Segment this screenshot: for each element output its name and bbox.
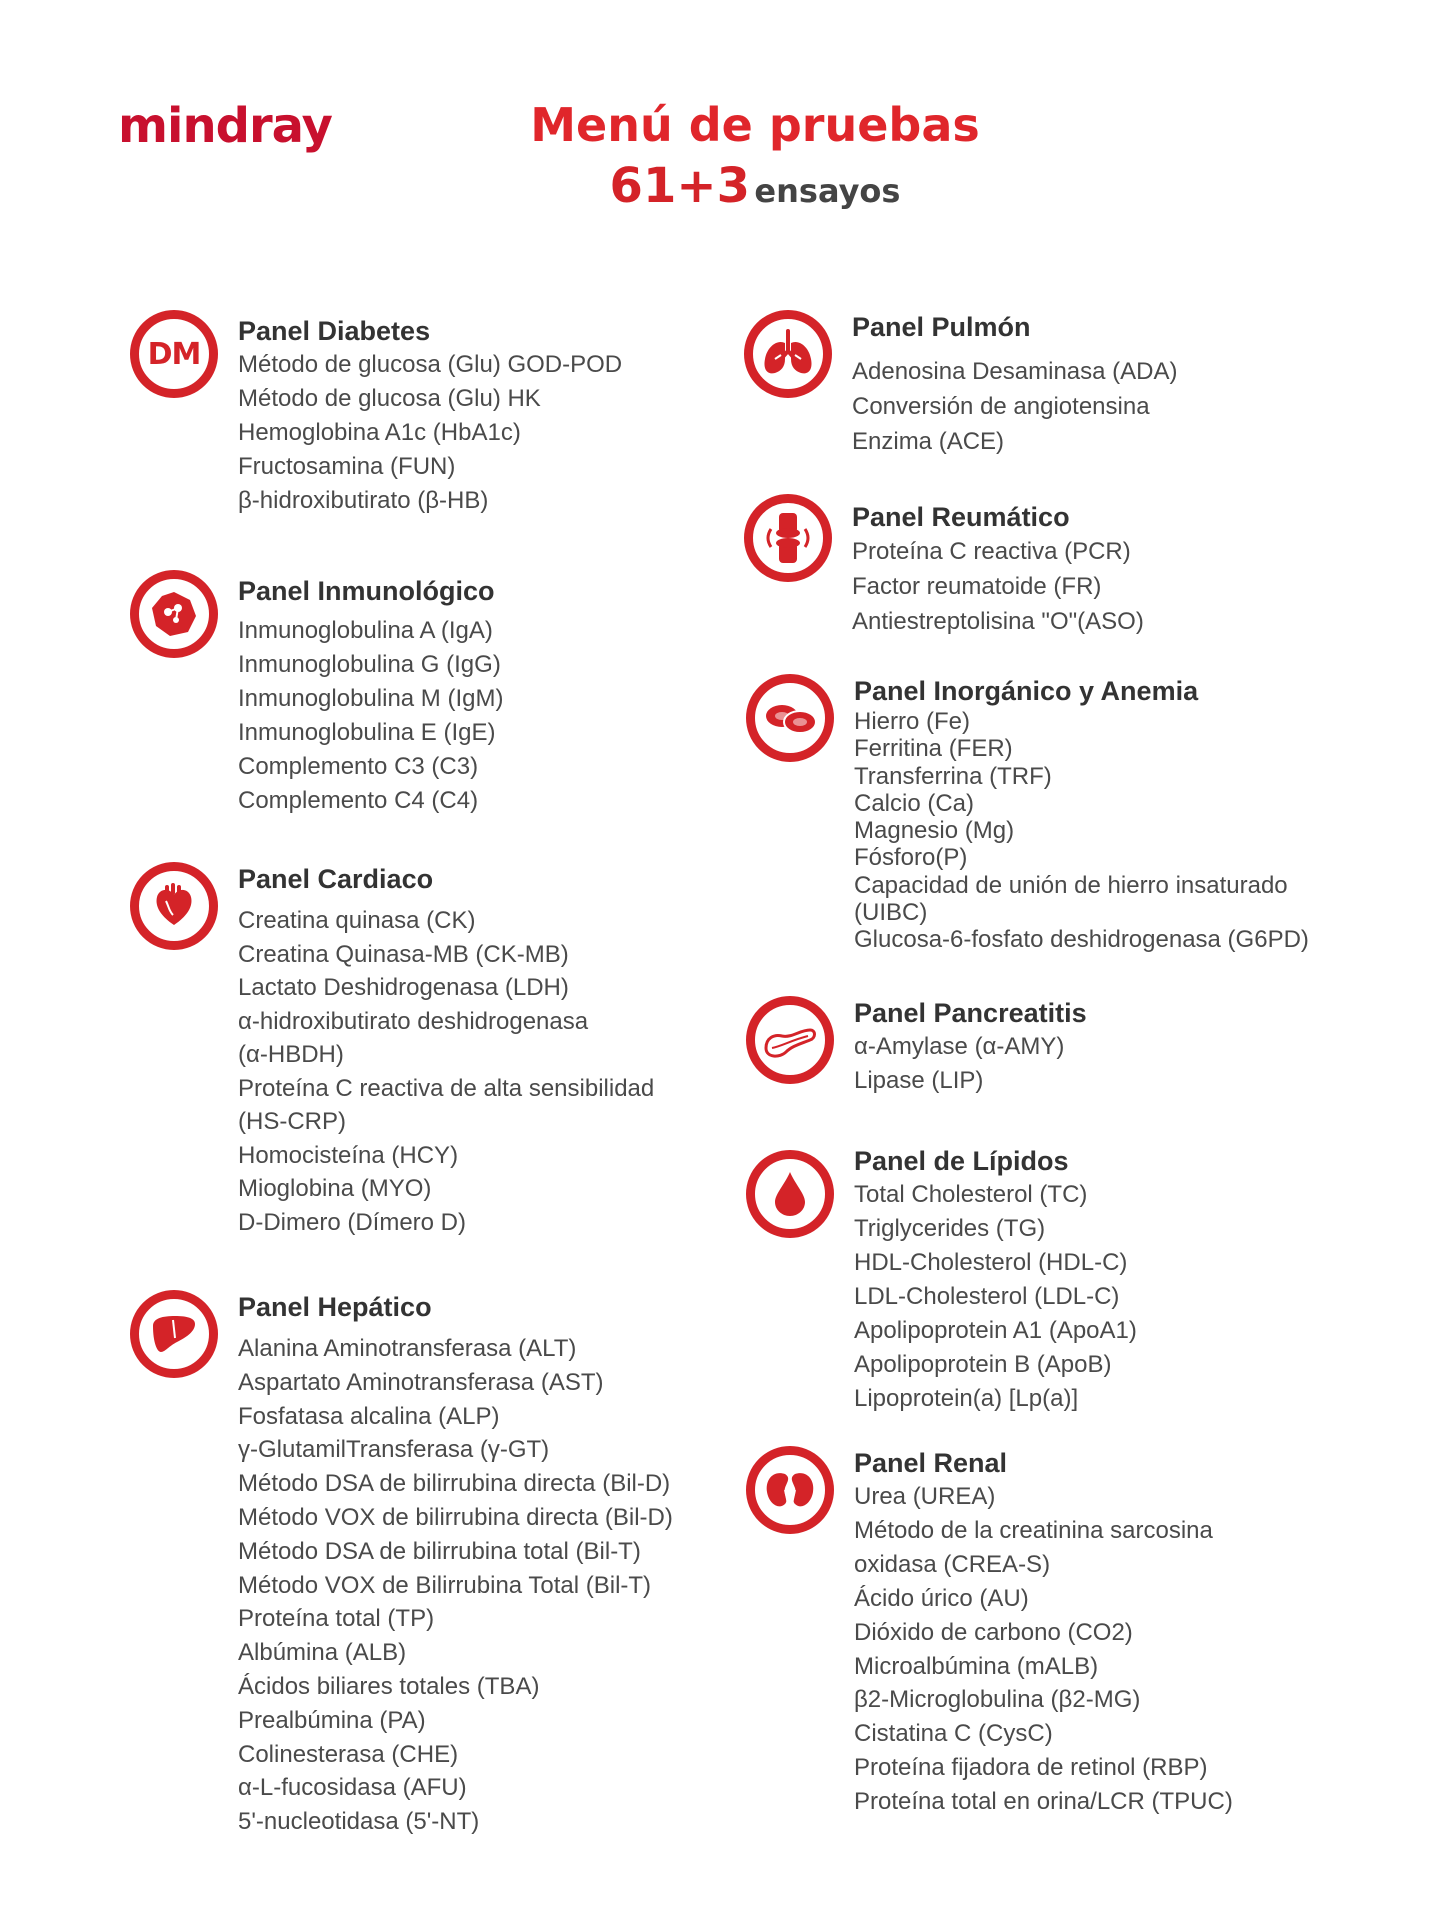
- panel-item: Homocisteína (HCY): [238, 1141, 459, 1169]
- assay-count: [440, 156, 1070, 228]
- blood-drop-icon: [746, 1150, 834, 1238]
- panel-item: (UIBC): [854, 899, 928, 927]
- panel-item: (HS-CRP): [238, 1108, 346, 1135]
- panel-items: [852, 534, 1144, 639]
- panel-title: Panel Cardiaco: [238, 864, 434, 894]
- panel-item: Método DSA de bilirrubina total (Bil-T): [238, 1537, 641, 1565]
- assay-count-number: 61+3: [609, 158, 750, 214]
- panel-item: Hemoglobina A1c (HbA1c): [238, 419, 521, 446]
- panel-title: Panel Reumático: [852, 502, 1070, 532]
- heart-icon: [130, 862, 218, 950]
- panel-title: Panel Pancreatitis: [854, 998, 1087, 1028]
- panel-item: β2-Microglobulina (β2-MG): [854, 1686, 1141, 1714]
- panel-item: β-hidroxibutirato (β-HB): [238, 487, 489, 514]
- panel-item: (α-HBDH): [238, 1041, 344, 1068]
- panel-item: Método VOX de bilirrubina directa (Bil-D): [238, 1503, 673, 1531]
- panel-item: Alanina Aminotransferasa (ALT): [238, 1335, 577, 1362]
- panel-item: Proteína total (TP): [238, 1605, 435, 1633]
- panel-item: Inmunoglobulina E (IgE): [238, 719, 496, 746]
- panel-item: Lactato Deshidrogenasa (LDH): [238, 974, 569, 1001]
- panel-item: Glucosa-6-fosfato deshidrogenasa (G6PD): [854, 926, 1309, 954]
- panel-item: Factor reumatoide (FR): [852, 573, 1102, 600]
- panel-title: Panel Inorgánico y Anemia: [854, 676, 1199, 706]
- panel-item: Capacidad de unión de hierro insaturado: [854, 871, 1288, 899]
- panel-item: Microalbúmina (mALB): [854, 1652, 1099, 1680]
- panel-item: Enzima (ACE): [852, 428, 1005, 455]
- panel-title: Panel Diabetes: [238, 316, 431, 346]
- panel-item: Creatina Quinasa-MB (CK-MB): [238, 940, 569, 968]
- panel-item: α-Amylase (α-AMY): [854, 1033, 1065, 1060]
- panel-item: Método DSA de bilirrubina directa (Bil-D): [238, 1470, 671, 1498]
- panel-item: Método de glucosa (Glu) HK: [238, 385, 541, 412]
- joint-icon: [744, 494, 832, 582]
- panel-item: Inmunoglobulina M (IgM): [238, 685, 504, 712]
- panel-item: Fósforo(P): [854, 844, 968, 872]
- panel-item: Inmunoglobulina A (IgA): [238, 617, 493, 644]
- mindray-logo: mindray: [118, 98, 332, 154]
- panel-item: Triglycerides (TG): [854, 1215, 1046, 1242]
- panel-items: [238, 1332, 673, 1839]
- panel-title: Panel Renal: [854, 1448, 1008, 1478]
- panel-item: α-L-fucosidasa (AFU): [238, 1774, 467, 1802]
- panel-items: [238, 614, 503, 818]
- blood-cells-icon: [746, 674, 834, 762]
- panel-items: [238, 904, 654, 1239]
- panel-item: Mioglobina (MYO): [238, 1175, 432, 1202]
- panel-item: Ferritina (FER): [854, 735, 1013, 763]
- panel-item: Urea (UREA): [854, 1483, 996, 1510]
- panel-item: Dióxido de carbono (CO2): [854, 1618, 1133, 1646]
- panel-item: HDL-Cholesterol (HDL-C): [854, 1249, 1128, 1276]
- panel-item: Hierro (Fe): [854, 708, 971, 735]
- panel-items: [854, 1030, 1087, 1098]
- panel-item: Apolipoprotein B (ApoB): [854, 1351, 1112, 1378]
- panel-title: Panel Pulmón: [852, 312, 1031, 342]
- panel-items: [854, 1480, 1233, 1819]
- panel-item: D-Dimero (Dímero D): [238, 1208, 466, 1236]
- panel-item: oxidasa (CREA-S): [854, 1550, 1051, 1578]
- panel-item: Proteína fijadora de retinol (RBP): [854, 1754, 1208, 1782]
- panel-title: Panel Hepático: [238, 1292, 432, 1322]
- panel-item: Creatina quinasa (CK): [238, 907, 476, 934]
- panel-item: Conversión de angiotensina: [852, 393, 1150, 420]
- panel-item: Antiestreptolisina "O"(ASO): [852, 608, 1144, 635]
- panel-item: Fosfatasa alcalina (ALP): [238, 1402, 500, 1430]
- panel-item: Método de glucosa (Glu) GOD-POD: [238, 351, 623, 378]
- panel-item: Albúmina (ALB): [238, 1639, 407, 1667]
- liver-icon: [130, 1290, 218, 1378]
- dm-icon: DM: [130, 310, 218, 398]
- panel-item: Apolipoprotein A1 (ApoA1): [854, 1317, 1137, 1344]
- panel-item: Inmunoglobulina G (IgG): [238, 651, 501, 678]
- panel-item: Colinesterasa (CHE): [238, 1740, 459, 1768]
- panel-item: Ácidos biliares totales (TBA): [238, 1672, 540, 1700]
- panel-item: Magnesio (Mg): [854, 817, 1015, 845]
- panel-item: Aspartato Aminotransferasa (AST): [238, 1368, 604, 1396]
- panel-item: Cistatina C (CysC): [854, 1720, 1053, 1748]
- panel-item: Proteína C reactiva (PCR): [852, 538, 1131, 565]
- panel-title: Panel de Lípidos: [854, 1146, 1069, 1176]
- panel-item: Fructosamina (FUN): [238, 453, 456, 480]
- panel-item: γ-GlutamilTransferasa (γ-GT): [238, 1436, 550, 1464]
- pancreas-icon: [746, 996, 834, 1084]
- panel-item: 5'-nucleotidasa (5'-NT): [238, 1808, 480, 1836]
- panel-title: Panel Inmunológico: [238, 576, 495, 606]
- panel-item: Método de la creatinina sarcosina: [854, 1516, 1213, 1544]
- panel-item: Proteína total en orina/LCR (TPUC): [854, 1788, 1233, 1816]
- panel-item: Adenosina Desaminasa (ADA): [852, 358, 1178, 385]
- panel-item: Transferrina (TRF): [854, 762, 1052, 790]
- panel-items: [854, 708, 1309, 954]
- panel-item: Ácido úrico (AU): [854, 1584, 1029, 1612]
- panel-item: Método VOX de Bilirrubina Total (Bil-T): [238, 1571, 652, 1599]
- panel-item: Lipoprotein(a) [Lp(a)]: [854, 1385, 1079, 1412]
- panel-item: Prealbúmina (PA): [238, 1706, 426, 1734]
- kidneys-icon: [746, 1446, 834, 1534]
- panel-items: [852, 354, 1178, 459]
- panel-item: LDL-Cholesterol (LDL-C): [854, 1283, 1120, 1310]
- panel-item: Lipase (LIP): [854, 1067, 984, 1094]
- panel-item: Proteína C reactiva de alta sensibilidad: [238, 1074, 655, 1102]
- panel-items: [238, 348, 622, 518]
- page-title: Menú de pruebas: [530, 98, 980, 152]
- assay-count-label: ensayos: [754, 172, 901, 210]
- virus-icon: [130, 570, 218, 658]
- panel-item: α-hidroxibutirato deshidrogenasa: [238, 1007, 589, 1035]
- header: [440, 96, 1070, 228]
- panel-item: Total Cholesterol (TC): [854, 1181, 1088, 1208]
- panel-items: [854, 1178, 1137, 1416]
- panel-item: Complemento C4 (C4): [238, 787, 479, 814]
- lungs-icon: [744, 310, 832, 398]
- panel-item: Complemento C3 (C3): [238, 753, 479, 780]
- panel-item: Calcio (Ca): [854, 789, 975, 817]
